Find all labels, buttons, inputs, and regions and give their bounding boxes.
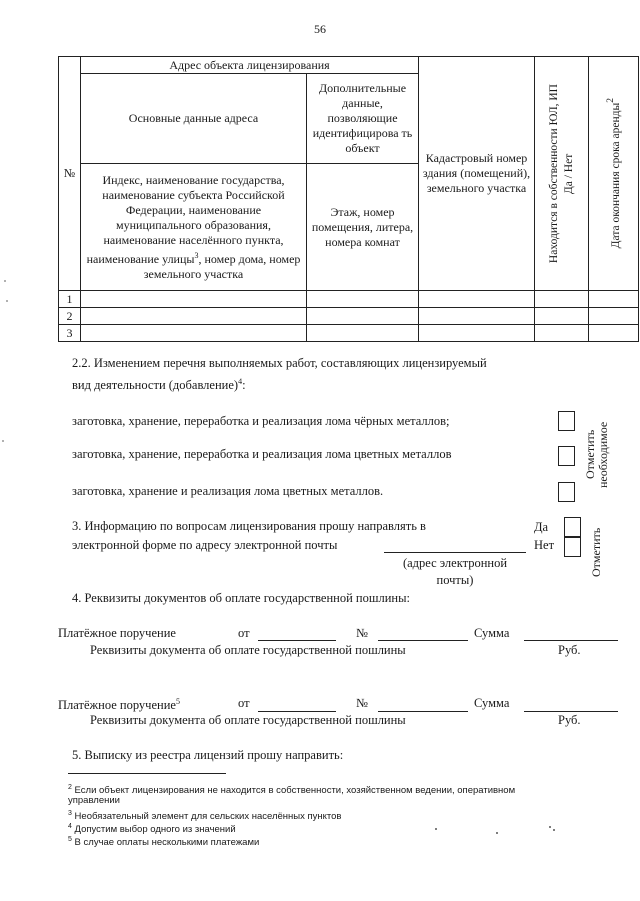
section-4-heading: 4. Реквизиты документов об оплате государственной пошлины: xyxy=(72,591,410,605)
footnote-2-cont: управлении xyxy=(68,795,120,806)
mark-label: Отметить xyxy=(589,527,603,578)
section-2-2-heading-line2: вид деятельности (добавление)$^4$: xyxy=(72,377,246,393)
table-row xyxy=(59,291,639,308)
checkbox-nonferrous-processing[interactable] xyxy=(558,446,575,466)
table-cell[interactable] xyxy=(307,325,419,342)
mark-required-label: Отметить необходимое xyxy=(583,421,610,488)
checkbox-email-no[interactable] xyxy=(564,537,581,557)
payment-order-2-from: от xyxy=(238,696,250,710)
table-cell[interactable] xyxy=(307,308,419,325)
page-number: 56 xyxy=(314,22,326,36)
payment-order-1-amount: Сумма xyxy=(474,626,510,640)
table-cell[interactable] xyxy=(81,325,307,342)
table-cell[interactable] xyxy=(589,308,639,325)
payment-order-2-currency: Руб. xyxy=(558,713,581,727)
lease-end-header: Дата окончания срока аренды$^2$ xyxy=(589,57,639,291)
scan-speck xyxy=(553,829,555,831)
option-ferrous-metals: заготовка, хранение, переработка и реализация лома чёрных металлов; xyxy=(72,414,450,428)
scan-speck xyxy=(2,440,4,442)
payment-order-2-amount: Сумма xyxy=(474,696,510,710)
payment-order-1-label: Платёжное поручение xyxy=(58,626,176,640)
floor-detail-header: Этаж, номер помещения, литера, номера комнат xyxy=(307,164,419,291)
payment-order-1-requisites: Реквизиты документа об оплате государственной пошлины xyxy=(90,643,406,657)
section-5-heading: 5. Выписку из реестра лицензий прошу направить: xyxy=(72,748,344,762)
scan-speck xyxy=(435,828,437,830)
email-caption-1: (адрес электронной xyxy=(402,556,508,570)
table-cell[interactable] xyxy=(81,308,307,325)
scan-speck xyxy=(549,826,551,828)
section-3-line2: электронной форме по адресу электронной почты xyxy=(72,538,338,552)
address-group-header: Адрес объекта лицензирования xyxy=(81,57,419,74)
footnote-4: $^4$ Допустим выбор одного из значений xyxy=(68,823,236,836)
table-row xyxy=(59,325,639,342)
table-cell[interactable] xyxy=(307,291,419,308)
payment-order-2-number-sign: № xyxy=(356,696,368,710)
main-address-header: Основные данные адреса xyxy=(81,74,307,164)
section-2-2-heading-line1: 2.2. Изменением перечня выполняемых работ, составляющих лицензируемый xyxy=(72,356,487,370)
yes-label: Да xyxy=(534,520,549,534)
table-row xyxy=(59,308,639,325)
footnote-2: $^2$ Если объект лицензирования не находится в собственности, хозяйственном ведении, оперативном xyxy=(68,784,516,797)
table-cell[interactable] xyxy=(419,325,535,342)
address-table xyxy=(58,56,639,342)
table-cell[interactable] xyxy=(419,308,535,325)
row-number: 3 xyxy=(59,325,81,342)
col-number-header: № xyxy=(59,57,81,291)
checkbox-nonferrous-storage[interactable] xyxy=(558,482,575,502)
scan-speck xyxy=(4,280,6,282)
cadastral-header: Кадастровый номер здания (помещений), земельного участка xyxy=(419,57,535,291)
section-3-line1: 3. Информацию по вопросам лицензирования прошу направлять в xyxy=(72,519,426,533)
table-cell[interactable] xyxy=(81,291,307,308)
payment-order-1-currency: Руб. xyxy=(558,643,581,657)
footnote-3: $^3$ Необязательный элемент для сельских населённых пунктов xyxy=(68,810,342,823)
option-nonferrous-metals-processing: заготовка, хранение, переработка и реализация лома цветных металлов xyxy=(72,447,452,461)
footnote-5: $^5$ В случае оплаты несколькими платежами xyxy=(68,836,260,849)
table-cell[interactable] xyxy=(589,325,639,342)
no-label: Нет xyxy=(534,538,555,552)
payment-order-1-from: от xyxy=(238,626,250,640)
table-cell[interactable] xyxy=(589,291,639,308)
additional-data-header: Дополнительные данные, позволяющие идентифицирова ть объект xyxy=(307,74,419,164)
email-input-line[interactable] xyxy=(384,552,526,553)
row-number: 1 xyxy=(59,291,81,308)
address-detail-header: Индекс, наименование государства, наименование субъекта Российской Федерации, наименование муниципального образования, наименование населённого пункта, наименование улицы$^3$, номер дома, номер земельного участка xyxy=(81,164,307,291)
scan-speck xyxy=(6,300,8,302)
payment-order-2-label: Платёжное поручение$^5$ xyxy=(58,697,180,713)
checkbox-email-yes[interactable] xyxy=(564,517,581,537)
ownership-header: Находится в собственности ЮЛ, ИП Да / Нет xyxy=(535,57,589,291)
table-cell[interactable] xyxy=(535,291,589,308)
scan-speck xyxy=(496,832,498,834)
table-cell[interactable] xyxy=(419,291,535,308)
email-caption-2: почты) xyxy=(436,573,474,587)
table-cell[interactable] xyxy=(535,308,589,325)
option-nonferrous-metals-storage: заготовка, хранение и реализация лома цветных металлов. xyxy=(72,484,384,498)
footnote-divider xyxy=(68,773,226,774)
payment-order-1-number-sign: № xyxy=(356,626,368,640)
checkbox-ferrous-metals[interactable] xyxy=(558,411,575,431)
table-cell[interactable] xyxy=(535,325,589,342)
row-number: 2 xyxy=(59,308,81,325)
payment-order-2-requisites: Реквизиты документа об оплате государственной пошлины xyxy=(90,713,406,727)
